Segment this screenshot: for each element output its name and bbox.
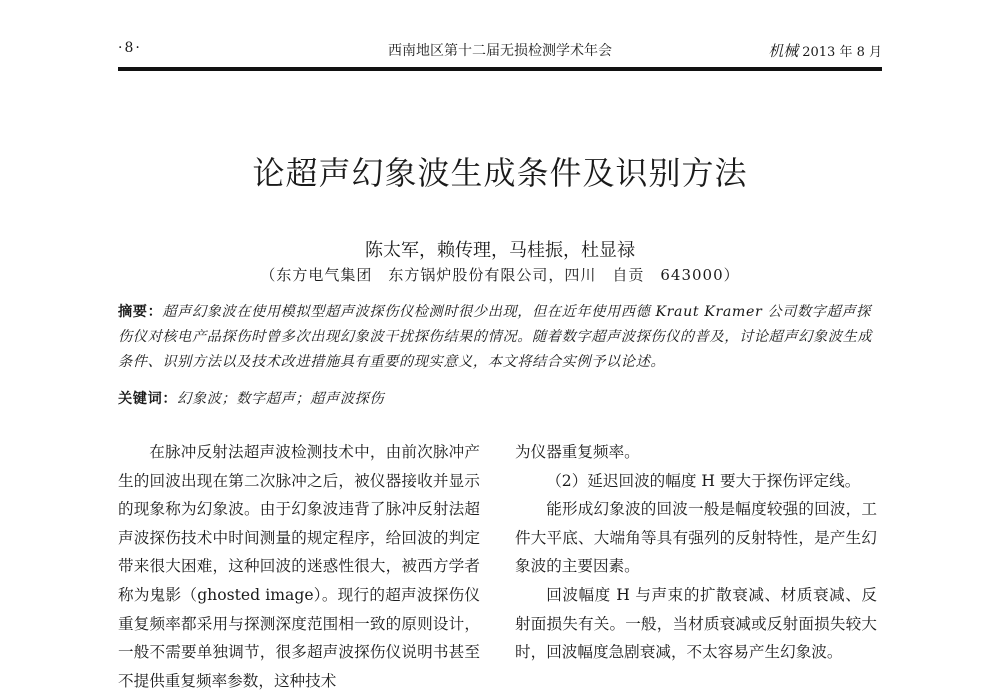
keywords (118, 388, 882, 408)
page-number: ·8· (118, 40, 142, 56)
body-paragraph: 在脉冲反射法超声波检测技术中，由前次脉冲产生的回波出现在第二次脉冲之后，被仪器接收并显示的现象称为幻象波。由于幻象波违背了脉冲反射法超声波探伤技术中时间测量的规定程序，给回波的判定带来很大困难，这种回波的迷惑性很大，被西方学者称为鬼影（ghosted image）。现行的超声波探伤仪重复频率都采用与探测深度范围相一致的原则设计，一般不需要单独调节，很多超声波探伤仪说明书甚至不提供重复频率参数，这种技术 (118, 443, 480, 690)
article-title: 论超声幻象波生成条件及识别方法 (252, 154, 748, 192)
issue-date: 2013 年 8 月 (802, 45, 882, 60)
article-authors: 陈太军，赖传理，马桂振，杜显禄 (365, 240, 635, 261)
condition-heading: （2）延迟回波的幅度 H 要大于探伤评定线。 (546, 471, 861, 490)
body-paragraph: 能形成幻象波的回波一般是幅度较强的回波，工件大平底、大端角等具有强列的反射特性，是产生幻象波的主要因素。 (515, 500, 877, 576)
journal-short-name: 机械 (768, 42, 799, 60)
abstract-label: 摘要： (118, 304, 163, 320)
running-header (118, 40, 882, 62)
issue-info (768, 40, 882, 61)
article-affiliation: （东方电气集团 东方锅炉股份有限公司，四川 自贡 643000） (260, 266, 740, 284)
keywords-label: 关键词： (118, 391, 178, 407)
body-paragraph: 为仪器重复频率。 (515, 443, 640, 461)
abstract-text: 超声幻象波在使用模拟型超声波探伤仪检测时很少出现，但在近年使用西德 Kraut Kramer 公司数字超声探伤仪对核电产品探伤时曾多次出现幻象波干扰探伤结果的情况。随着数字超声波探伤仪的普及，讨论超声幻象波生成条件、识别方法以及技术改进措施具有重要的现实意义，本文将结合实例予以论述。 (118, 304, 873, 370)
abstract (118, 300, 882, 375)
body-paragraph: 回波幅度 H 与声束的扩散衰减、材质衰减、反射面损失有关。一般，当材质衰减或反射面损失较大时，回波幅度急剧衰减，不太容易产生幻象波。 (515, 585, 877, 662)
journal-name: 西南地区第十二届无损检测学术年会 (388, 43, 612, 59)
header-rule (118, 67, 882, 71)
keywords-text: 幻象波；数字超声；超声波探伤 (177, 391, 385, 407)
body-column-right (515, 438, 877, 667)
body-column-left (118, 438, 480, 695)
